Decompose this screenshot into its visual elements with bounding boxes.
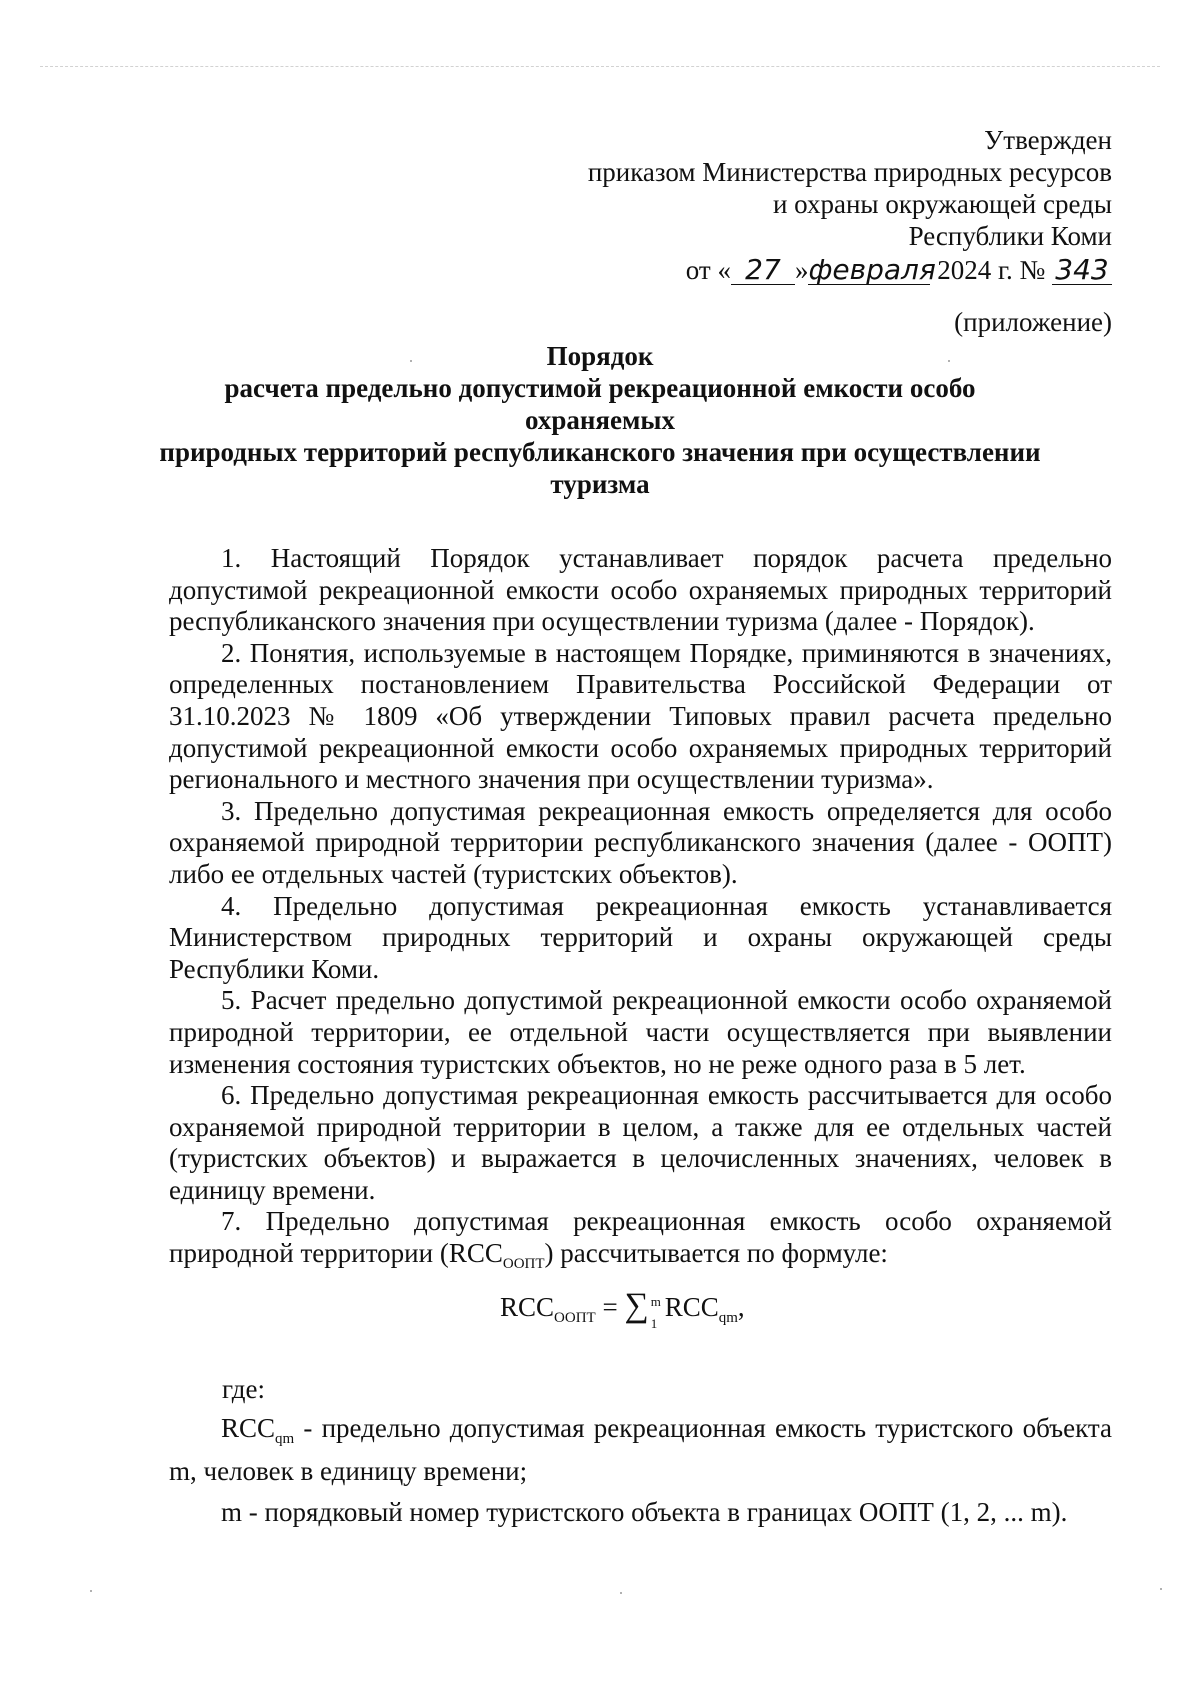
definition-1 xyxy=(169,1413,1112,1487)
scan-speck xyxy=(1160,1588,1162,1590)
paragraph-7 xyxy=(169,1206,1112,1280)
summation-upper: m xyxy=(650,1294,661,1309)
title-line-1: Порядок xyxy=(546,341,654,371)
paragraph-6: 6. Предельно допустимая рекреационная емкость рассчитывается для особо охраняемой природной территории в целом, а также для ее отдельных частей (туристских объектов) и выражается в целочисленных значениях, человек в единицу времени. xyxy=(169,1080,1112,1205)
formula-equals: = xyxy=(595,1292,625,1322)
definition-2-text: m - порядковый номер туристского объекта в границах ООПТ (1, 2, ... m). xyxy=(221,1497,1068,1528)
date-year: 2024 г. № xyxy=(937,255,1046,285)
where-label: где: xyxy=(222,1374,265,1404)
paragraph-1: 1. Настоящий Порядок устанавливает порядок расчета предельно допустимой рекреационной емкости особо охраняемых природных территорий республиканского значения при осуществлении туризма (далее - Порядок). xyxy=(169,543,1112,637)
paragraph-7-start: 7. Предельно допустимая рекреационная емкость особо охраняемой природной территории ( xyxy=(169,1206,1112,1269)
date-prefix: от « xyxy=(685,255,731,285)
paragraph-4: 4. Предельно допустимая рекреационная емкость устанавливается Министерством природных территорий и охраны окружающей среды Республики Коми. xyxy=(169,890,1112,984)
definitions xyxy=(169,1413,1112,1529)
scan-artifact-line xyxy=(40,66,1160,67)
appendix-label: (приложение) xyxy=(954,307,1112,337)
summation-sign: ∑ xyxy=(624,1287,649,1324)
formula xyxy=(500,1287,745,1334)
formula-lhs-sub: ООПТ xyxy=(554,1310,596,1326)
document-body xyxy=(169,543,1112,1281)
summation-lower: 1 xyxy=(650,1316,658,1331)
approval-line-2: приказом Министерства природных ресурсов xyxy=(587,157,1112,187)
paragraph-7-end: ) рассчитывается по формуле: xyxy=(544,1238,888,1269)
formula-lhs: RCC xyxy=(500,1292,555,1322)
title-line-2: расчета предельно допустимой рекреационной емкости особо охраняемых xyxy=(224,373,976,435)
definition-1-text: - предельно допустимая рекреационная емкость туристского объекта m, человек в единицу времени; xyxy=(169,1413,1112,1486)
scan-speck xyxy=(90,1590,92,1592)
title-line-4: туризма xyxy=(550,469,650,499)
scan-speck xyxy=(620,1592,622,1594)
formula-tail: , xyxy=(737,1292,745,1322)
paragraph-5: 5. Расчет предельно допустимой рекреационной емкости особо охраняемой природной территории, ее отдельной части осуществляется при выявлении изменения состояния туристских объектов, но не реже одного раза в 5 лет. xyxy=(169,985,1112,1079)
paragraph-7-symbol: RCC xyxy=(448,1238,503,1269)
scan-speck xyxy=(948,360,950,362)
definition-2 xyxy=(169,1497,1112,1529)
date-separator: » xyxy=(794,255,809,285)
definition-1-sub: qm xyxy=(275,1431,295,1447)
date-month-handwritten: февраля xyxy=(808,253,936,286)
definition-1-symbol: RCC xyxy=(221,1413,276,1443)
title-line-3: природных территорий республиканского значения при осуществлении xyxy=(159,437,1041,467)
approval-line-3: и охраны окружающей среды xyxy=(772,189,1112,219)
approval-line-4: Республики Коми xyxy=(908,221,1112,251)
date-day-handwritten: 27 xyxy=(731,256,795,285)
approval-line-1: Утвержден xyxy=(984,125,1112,155)
paragraph-3: 3. Предельно допустимая рекреационная емкость определяется для особо охраняемой природной территории республиканского значения (далее - ООПТ) либо ее отдельных частей (туристских объектов). xyxy=(169,795,1112,889)
formula-rhs-sub: qm xyxy=(718,1310,738,1326)
scan-speck xyxy=(410,360,412,362)
approval-block xyxy=(588,124,1112,286)
formula-rhs: RCC xyxy=(664,1292,719,1322)
paragraph-7-symbol-sub: ООПТ xyxy=(502,1256,545,1273)
approval-date-line xyxy=(588,254,1112,286)
summation-limits xyxy=(649,1290,665,1331)
paragraph-2: 2. Понятия, используемые в настоящем Порядке, приминяются в значениях, определенных постановлением Правительства Российской Федерации от 31.10.2023 № 1809 «Об утверждении Типовых правил расчета предельно допустимой рекреационной емкости особо охраняемых природных территорий регионального и местного значения при осуществлении туризма». xyxy=(169,637,1112,795)
document-title xyxy=(150,340,1050,500)
order-number-handwritten: 343 xyxy=(1052,256,1112,285)
